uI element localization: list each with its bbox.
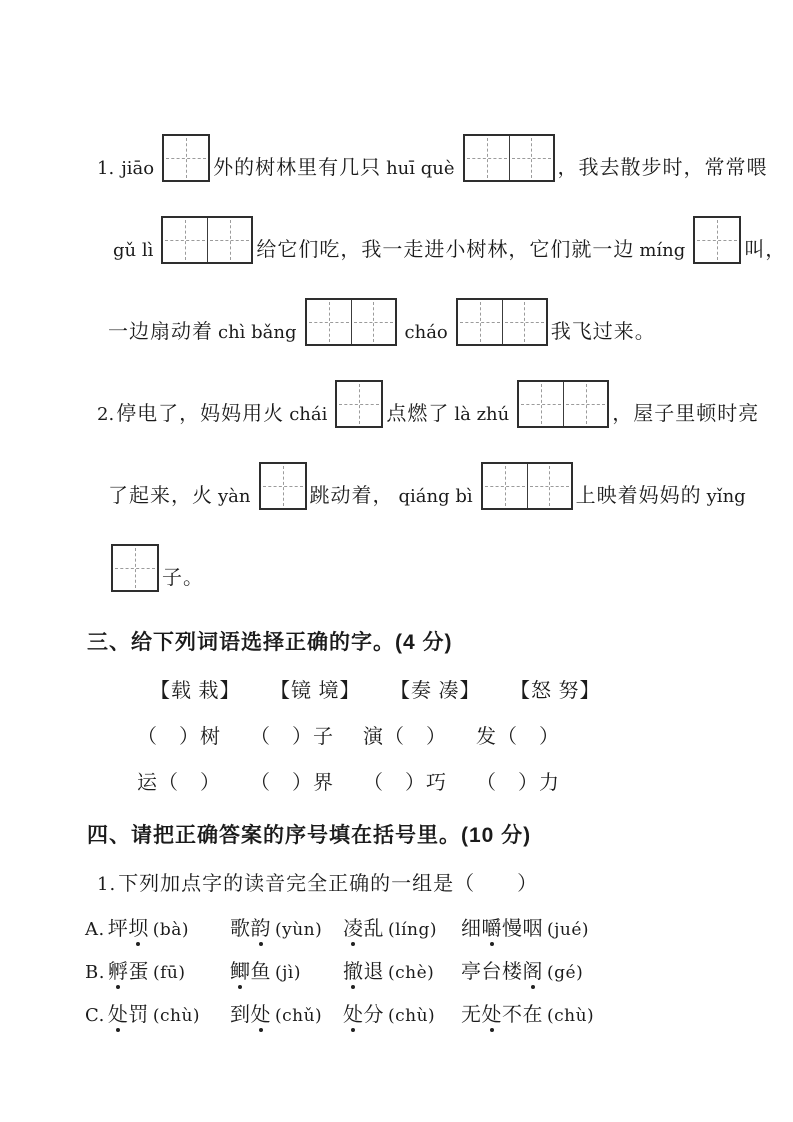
sentence-text: 子。: [162, 567, 204, 589]
dotted-character: 处: [343, 1004, 364, 1026]
pinyin-reading: (líng): [388, 920, 437, 940]
pinyin-reading: (yùn): [275, 920, 323, 940]
answer-grid-1cell: [111, 544, 159, 592]
character-pair: 【载 栽】: [150, 680, 241, 702]
character-pair: 【镜 境】: [270, 680, 361, 702]
word-part: 细: [461, 918, 482, 940]
dotted-character: 凌: [343, 918, 364, 940]
grid-cell: [458, 300, 502, 344]
word-blank-row-1: [137, 720, 793, 749]
option-item: [343, 998, 461, 1027]
grid-cell: [563, 382, 607, 426]
grid-cell: [207, 218, 251, 262]
word-part: 鱼: [250, 961, 271, 983]
character-pair: 【奏 凑】: [390, 680, 481, 702]
pinyin-ming: míng: [639, 240, 686, 261]
pinyin-yan: yàn: [218, 486, 251, 507]
grid-cell: [527, 464, 571, 508]
option-item: [343, 955, 461, 984]
sentence-text: 叫，: [744, 239, 787, 261]
sentence-text: 给它们吃，我一走进小树林，它们就一边: [256, 239, 635, 261]
word-blank: 演（ ）: [363, 726, 447, 748]
option-item: [343, 912, 461, 941]
option-item: [230, 955, 343, 984]
sub-question-1: [92, 867, 793, 898]
sentence-text: 了起来，火: [108, 485, 213, 507]
word-blank: （ ）子: [250, 726, 334, 748]
answer-grid-1cell: [259, 462, 307, 510]
option-row-c: [85, 998, 793, 1027]
option-label: B.: [85, 962, 105, 983]
option-item: [230, 998, 343, 1027]
sub-question-text: 下列加点字的读音完全正确的一组是（ ）: [118, 873, 539, 895]
grid-cell: [261, 464, 305, 508]
question-number: 2.: [97, 404, 115, 425]
word-part: 无: [461, 1004, 482, 1026]
sentence-text: ，我去散步时，常常喂: [557, 157, 768, 179]
grid-cell: [351, 300, 395, 344]
fill-line-5: [108, 462, 793, 510]
section-four-heading: 四、请把正确答案的序号填在括号里。(10 分): [87, 824, 532, 847]
dotted-character: 撤: [343, 961, 364, 983]
pinyin-hui-que: huī què: [386, 158, 455, 179]
word-blank: （ ）树: [137, 726, 221, 748]
grid-cell: [509, 136, 553, 180]
word-part: 不在: [502, 1004, 543, 1026]
grid-cell: [163, 218, 207, 262]
pinyin-chao: cháo: [404, 322, 448, 343]
grid-cell: [483, 464, 527, 508]
pinyin-reading: (jì): [275, 963, 301, 983]
answer-grid-2cell: [517, 380, 609, 428]
pinyin-reading: (fū): [152, 963, 186, 983]
pinyin-qiang-bi: qiáng bì: [398, 486, 473, 507]
grid-cell: [502, 300, 546, 344]
pinyin-gu-li: gǔ lì: [113, 240, 154, 261]
pinyin-chi-bang: chì bǎng: [218, 322, 297, 343]
word-blank: 发（ ）: [476, 726, 560, 748]
grid-cell: [164, 136, 208, 180]
sentence-text: 上映着妈妈的: [575, 485, 702, 507]
word-blank: 运（ ）: [137, 772, 221, 794]
pinyin-reading: (jué): [547, 920, 590, 940]
dotted-character: 处: [250, 1004, 271, 1026]
answer-grid-2cell: [305, 298, 397, 346]
pinyin-ying: yǐng: [706, 486, 746, 507]
sentence-text: ，屋子里顿时亮: [612, 403, 760, 425]
fill-line-3: [108, 298, 793, 346]
sentence-text: 一边扇动着: [108, 321, 213, 343]
word-blank: （ ）力: [476, 772, 560, 794]
pinyin-reading: (chù): [152, 1006, 201, 1026]
section-three-heading: 三、给下列词语选择正确的字。(4 分): [87, 631, 453, 654]
grid-cell: [307, 300, 351, 344]
sentence-text: 跳动着，: [309, 485, 394, 507]
word-part: 分: [363, 1004, 384, 1026]
option-row-b: [85, 955, 793, 984]
option-item: [85, 955, 230, 984]
fill-line-4: [92, 380, 793, 428]
question-number: 1.: [97, 158, 115, 179]
word-part: 歌: [230, 918, 251, 940]
grid-cell: [337, 382, 381, 426]
word-part: 到: [230, 1004, 251, 1026]
option-item: [461, 998, 793, 1027]
option-item: [85, 998, 230, 1027]
dotted-character: 坝: [128, 918, 149, 940]
option-label: C.: [85, 1005, 105, 1026]
option-row-a: [85, 912, 793, 941]
pinyin-reading: (chǔ): [275, 1006, 323, 1026]
word-part: 亭台楼: [461, 961, 523, 983]
pinyin-reading: (gé): [547, 963, 584, 983]
pinyin-reading: (bà): [152, 920, 190, 940]
dotted-character: 嚼: [481, 918, 502, 940]
grid-cell: [465, 136, 509, 180]
word-part: 慢咽: [502, 918, 543, 940]
word-part: 乱: [363, 918, 384, 940]
answer-grid-1cell: [335, 380, 383, 428]
grid-cell: [695, 218, 739, 262]
option-label: A.: [85, 919, 105, 940]
word-part: 罚: [128, 1004, 149, 1026]
pinyin-reading: (chè): [388, 963, 435, 983]
fill-line-2: [108, 216, 793, 264]
grid-cell: [113, 546, 157, 590]
grid-cell: [519, 382, 563, 426]
pinyin-reading: (chù): [547, 1006, 595, 1026]
dotted-character: 处: [481, 1004, 502, 1026]
sentence-text: 点燃了: [386, 403, 450, 425]
option-item: [461, 955, 793, 984]
answer-grid-2cell: [481, 462, 573, 510]
answer-grid-2cell: [463, 134, 555, 182]
word-part: 蛋: [128, 961, 149, 983]
pinyin-reading: (chù): [388, 1006, 436, 1026]
option-item: [230, 912, 343, 941]
option-item: [461, 912, 793, 941]
word-blank: （ ）巧: [363, 772, 447, 794]
answer-grid-1cell: [693, 216, 741, 264]
pinyin-chai: chái: [289, 404, 328, 425]
dotted-character: 处: [107, 1004, 129, 1026]
sentence-text: 外的树林里有几只: [213, 157, 382, 179]
word-part: 退: [363, 961, 384, 983]
dotted-character: 韵: [250, 918, 271, 940]
dotted-character: 阁: [522, 961, 543, 983]
dotted-character: 孵: [107, 961, 129, 983]
word-part: 坪: [107, 918, 129, 940]
fill-line-1: [92, 134, 793, 182]
word-blank-row-2: [137, 766, 793, 795]
option-item: [85, 912, 230, 941]
sentence-text: 我飞过来。: [550, 321, 656, 343]
sub-question-number: 1.: [97, 874, 117, 895]
pinyin-jiao: jiāo: [121, 158, 155, 179]
answer-grid-2cell: [456, 298, 548, 346]
fill-line-6: [108, 544, 793, 592]
character-pair-row: [150, 674, 793, 703]
pinyin-la-zhu: là zhú: [454, 404, 510, 425]
answer-grid-1cell: [162, 134, 210, 182]
character-pair: 【怒 努】: [510, 680, 601, 702]
answer-grid-2cell: [161, 216, 253, 264]
sentence-text: 停电了，妈妈用火: [116, 403, 285, 425]
word-blank: （ ）界: [250, 772, 334, 794]
dotted-character: 鲫: [230, 961, 251, 983]
